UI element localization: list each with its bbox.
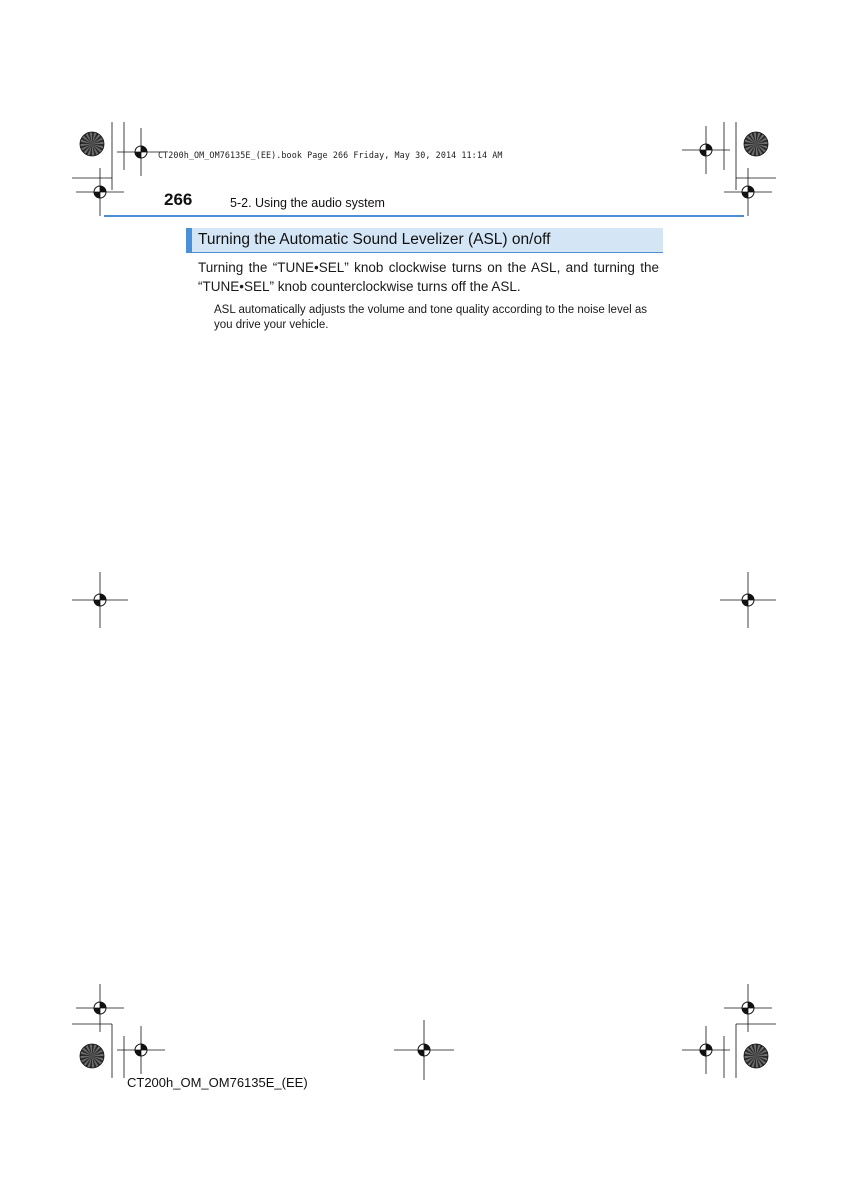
registration-crosshair-icon: [682, 126, 730, 174]
registration-crosshair-icon: [724, 984, 772, 1032]
registration-crosshair-icon: [394, 1020, 454, 1080]
section-heading: Turning the Automatic Sound Levelizer (ASL) on/off: [198, 231, 551, 248]
body-paragraph: Turning the “TUNE•SEL” knob clockwise turns on the ASL, and turning the “TUNE•SEL” knob counterclockwise turns off the ASL.: [198, 260, 659, 294]
starburst-target-icon: [80, 132, 104, 156]
registration-crosshair-icon: [76, 984, 124, 1032]
heading-accent-bar: [186, 228, 192, 253]
registration-crosshair-icon: [724, 168, 772, 216]
heading-underline: [186, 252, 663, 253]
starburst-target-icon: [744, 1044, 768, 1068]
footer-document-code: CT200h_OM_OM76135E_(EE): [127, 1075, 308, 1090]
registration-crosshair-icon: [720, 572, 776, 628]
note-paragraph: ASL automatically adjusts the volume and tone quality according to the noise level as you drive your vehicle.: [214, 304, 647, 331]
registration-crosshair-icon: [76, 168, 124, 216]
header-rule: [104, 215, 744, 217]
file-header-line: CT200h_OM_OM76135E_(EE).book Page 266 Friday, May 30, 2014 11:14 AM: [158, 150, 503, 160]
registration-crosshair-icon: [682, 1026, 730, 1074]
registration-crosshair-icon: [72, 572, 128, 628]
section-title: 5-2. Using the audio system: [230, 196, 385, 210]
starburst-target-icon: [744, 132, 768, 156]
page-number: 266: [164, 190, 193, 209]
starburst-target-icon: [80, 1044, 104, 1068]
